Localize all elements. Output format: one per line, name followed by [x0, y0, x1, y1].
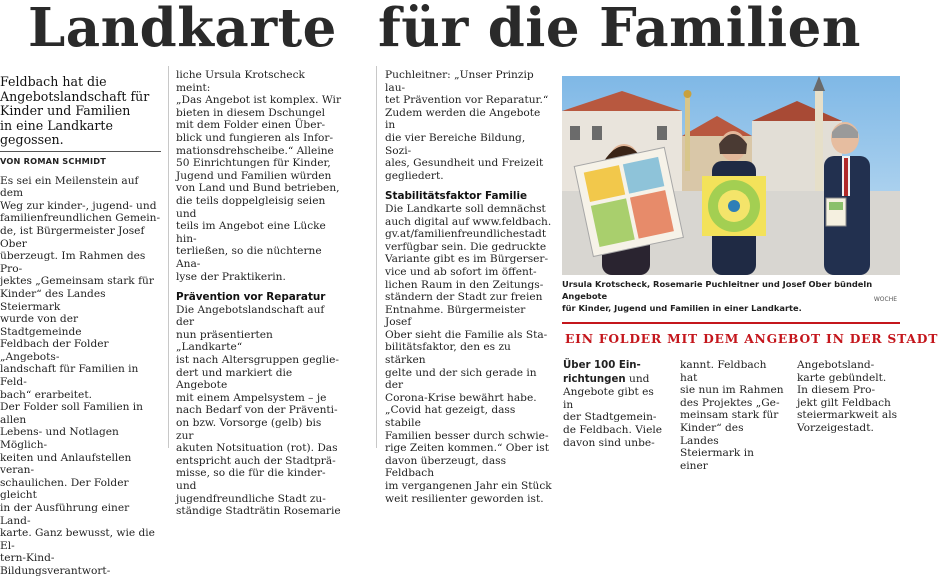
infobox-bold-lead: Über 100 Ein- richtungen: [563, 360, 641, 385]
column3-paragraph-1: Puchleitner: „Unser Prinzip lau- tet Prävention vor Reparatur.“ Zudem werden die Angebote in die vier Bereiche Bildung, Sozi- ales, Gesundheit und Freizeit gegliedert.: [385, 69, 549, 182]
article-column-2: [176, 69, 342, 518]
column2-paragraph-2: Die Angebotslandschaft auf der nun präsentierten „Landkarte“ ist nach Altersgruppen geglie- dert und markiert die Angebote mit einem Ampelsystem – je nach Bedarf von der Präventi- on bzw. Vorsorge (gelb) bis zur akuten Notsituation (rot). Das entspricht auch der Stadtprä- misse, so die für die kinder- und jugendfreundliche Stadt zu- ständige Stadträtin Rosemarie: [176, 303, 341, 518]
infobox-column-2: kannt. Feldbach hat sie nun im Rahmen des Projektes „Ge- meinsam stark für Kinder“ des Landes Steiermark in einer: [680, 359, 784, 472]
column1-paragraph-2: Der Folder soll Familien in allen Lebens- und Notlagen Möglich- keiten und Anlaufstellen veran- schaulichen. Der Folder gleicht in der Ausführung einer Land- karte. Ganz bewusst, wie die El- tern-Kind-Bildungsverantwort-: [0, 401, 155, 577]
article-photo: [562, 76, 900, 275]
author-divider: [0, 151, 161, 152]
photo-credit: WOCHE: [873, 296, 897, 303]
infobox-rule: [562, 322, 900, 324]
lead-text: Feldbach hat die Angebotslandschaft für Kinder und Familien in eine Landkarte gegossen.: [0, 74, 150, 148]
article-column-1: [0, 75, 161, 578]
infobox-column-1-text: und Angebote gibt es in der Stadtgemein- de Feldbach. Viele davon sind unbe-: [563, 372, 662, 449]
column-divider: [376, 66, 377, 448]
column1-paragraph-1: Es sei ein Meilenstein auf dem Weg zur kinder-, jugend- und familienfreundlichen Gemein- de, ist Bürgermeister Josef Ober überzeugt. Im Rahmen des Pro- jektes „Gemeinsam stark für Kinder“ des Landes Steiermark wurde von der Stadtgemeinde Feldbach der Folder „Angebots- landschaft für Familien in Feld- bach“ erarbeitet.: [0, 174, 161, 401]
column3-paragraph-2: Die Landkarte soll demnächst auch digital auf www.feldbach. gv.at/familienfreundlichestadt verfügbar sein. Die gedruckte Variante gibt es im Bürgerser- vice und ab sofort im öffent- lichen Raum in den Zeitungs- ständern der Stadt zur freien Entnahme. Bürgermeister Josef Ober sieht die Familie als Sta- bilitätsfaktor, den es zu stärken gelte und der sich gerade in der Corona-Krise bewährt habe. „Covid hat gezeigt, dass stabile Familien besser durch schwie- rige Zeiten kommen.“ Ober ist davon überzeugt, dass Feldbach im vergangenen Jahr ein Stück weit resilienter geworden ist.: [385, 202, 552, 505]
subhead-praevention: Prävention vor Reparatur: [176, 291, 326, 304]
infobox-column-1: [563, 359, 666, 449]
headline-right: für die Familien: [378, 0, 861, 59]
author-byline: VON ROMAN SCHMIDT: [0, 155, 107, 166]
infobox-title: EIN FOLDER MIT DEM ANGEBOT IN DER STADT: [565, 331, 938, 346]
subhead-stabilitaet: Stabilitätsfaktor Familie: [385, 190, 528, 203]
column-divider: [168, 66, 169, 448]
column2-paragraph-1: liche Ursula Krotscheck meint: „Das Angebot ist komplex. Wir bieten in diesem Dschungel mit dem Folder einen Über- blick und fungieren als Infor- mationsdrehscheibe.“ Alleine 50 Einrichtungen für Kinder, Jugend und Familien würden von Land und Bund betrieben, die teils doppelgleisig seien und teils im Angebot eine Lücke hin- terließen, so die nüchterne Ana- lyse der Praktikerin.: [176, 69, 342, 283]
photo-caption: Ursula Krotscheck, Rosemarie Puchleitner und Josef Ober bündeln Angebote für Kinder, Jugend und Familien in einer Landkarte.: [562, 279, 873, 313]
article-column-3: [385, 69, 552, 505]
infobox-column-3: Angebotsland- karte gebündelt. In diesem Pro- jekt gilt Feldbach steiermarkweit als Vorzeigestadt.: [797, 359, 898, 434]
headline-left: Landkarte: [28, 0, 337, 59]
